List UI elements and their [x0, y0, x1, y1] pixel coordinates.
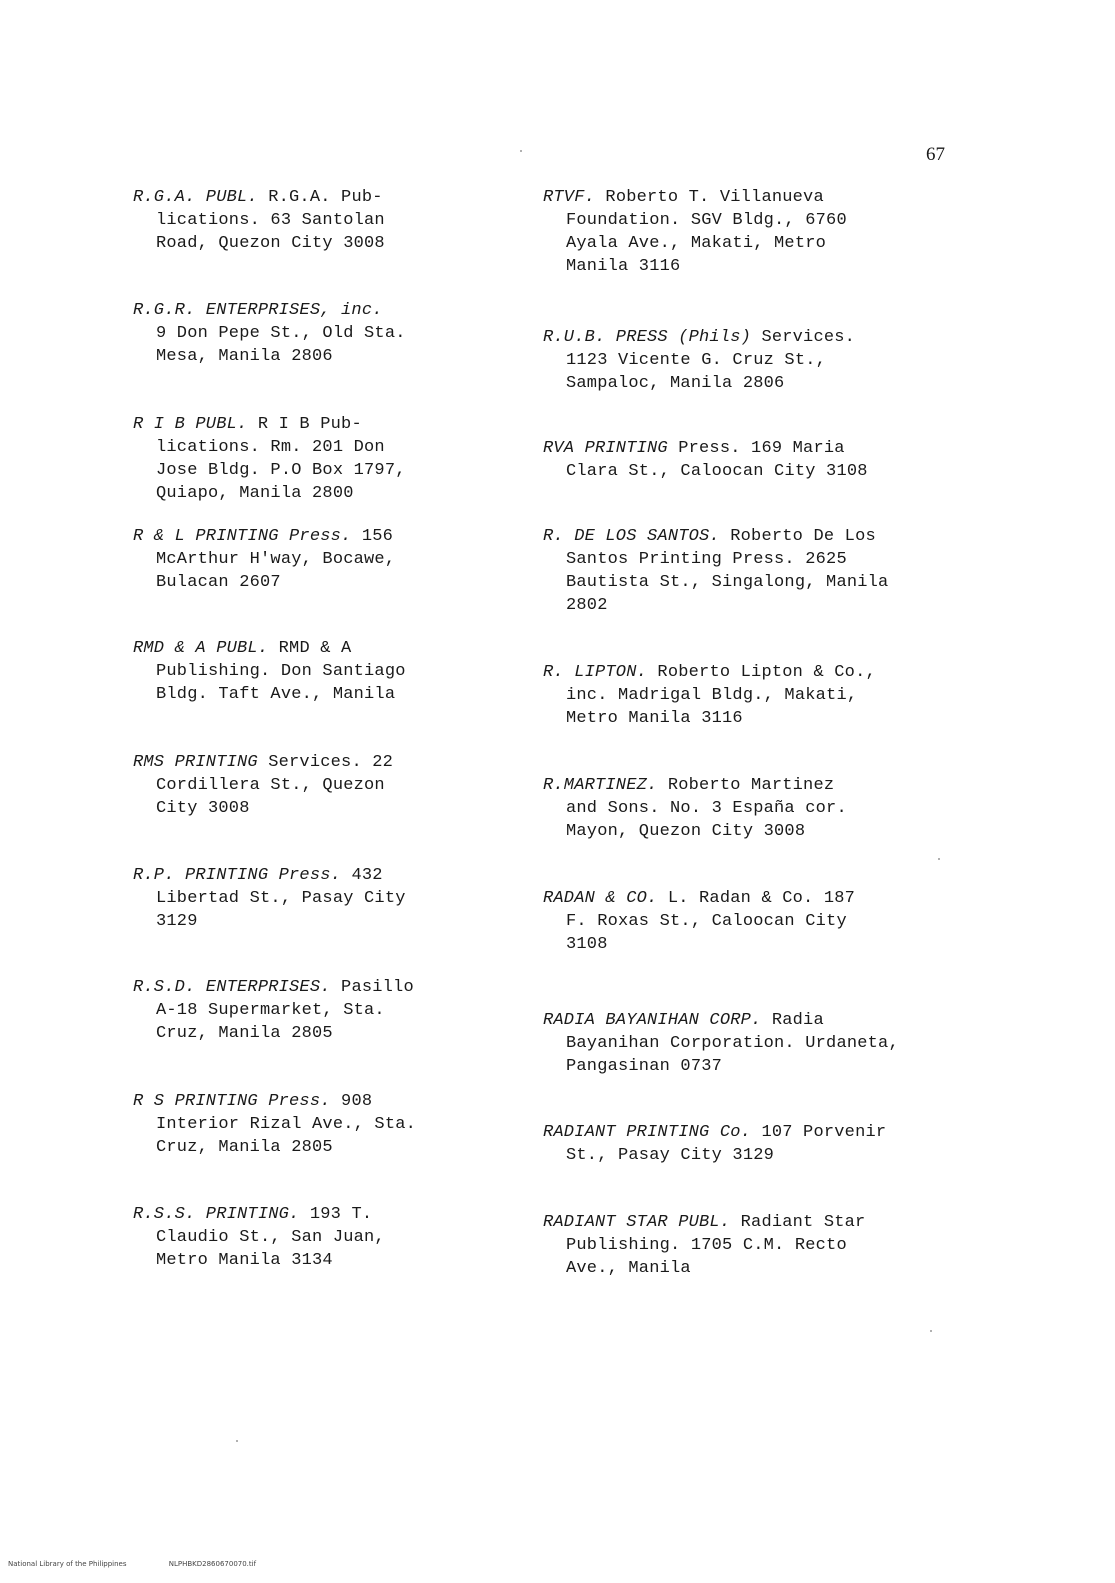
- scan-footer: [8, 1560, 296, 1568]
- entry-details: Roberto Lipton & Co., inc. Madrigal Bldg., Makati, Metro Manila 3116: [566, 663, 876, 728]
- entry-details: RMD & A Publishing. Don Santiago Bldg. Taft Ave., Manila: [156, 639, 406, 704]
- entry-abbreviation: RADIANT PRINTING Co.: [543, 1123, 752, 1142]
- directory-entry: [543, 525, 943, 617]
- entry-abbreviation: RADIA BAYANIHAN CORP.: [543, 1011, 762, 1030]
- directory-entry: [543, 326, 943, 395]
- entry-details: Radia Bayanihan Corporation. Urdaneta, Pangasinan 0737: [566, 1011, 899, 1076]
- entry-details: Services. 22 Cordillera St., Quezon City 3008: [156, 753, 394, 818]
- entry-abbreviation: R.G.R. ENTERPRISES, inc.: [133, 301, 383, 320]
- entry-abbreviation: R.G.A. PUBL.: [133, 188, 258, 207]
- entry-abbreviation: R.U.B. PRESS (Phils): [543, 328, 752, 347]
- directory-entry: [543, 1009, 943, 1078]
- scan-speck: [520, 150, 522, 152]
- directory-entry: [133, 1090, 533, 1159]
- entry-details: 193 T. Claudio St., San Juan, Metro Manila 3134: [156, 1205, 385, 1270]
- entry-details: Roberto T. Villanueva Foundation. SGV Bldg., 6760 Ayala Ave., Makati, Metro Manila 3116: [566, 188, 847, 276]
- entry-details: L. Radan & Co. 187 F. Roxas St., Caloocan City 3108: [566, 889, 856, 954]
- entry-abbreviation: RADIANT STAR PUBL.: [543, 1213, 731, 1232]
- directory-entry: [543, 1121, 943, 1167]
- directory-entry: [543, 661, 943, 730]
- entry-details: 908 Interior Rizal Ave., Sta. Cruz, Manila 2805: [156, 1092, 417, 1157]
- entry-details: 156 McArthur H'way, Bocawe, Bulacan 2607: [156, 527, 396, 592]
- entry-details: Roberto De Los Santos Printing Press. 2625 Bautista St., Singalong, Manila 2802: [566, 527, 889, 615]
- entry-details: Radiant Star Publishing. 1705 C.M. Recto Ave., Manila: [566, 1213, 866, 1278]
- entry-abbreviation: RMD & A PUBL.: [133, 639, 269, 658]
- entry-abbreviation: R I B PUBL.: [133, 415, 248, 434]
- scan-speck: [938, 858, 940, 860]
- entry-details: R.G.A. Pub- lications. 63 Santolan Road, Quezon City 3008: [156, 188, 385, 253]
- page-number: 67: [926, 144, 945, 165]
- entry-abbreviation: RADAN & CO.: [543, 889, 658, 908]
- entry-details: 432 Libertad St., Pasay City 3129: [156, 866, 406, 931]
- entry-abbreviation: R.S.D. ENTERPRISES.: [133, 978, 331, 997]
- directory-entry: [133, 186, 533, 255]
- directory-entry: [133, 751, 533, 820]
- entry-details: Pasillo A-18 Supermarket, Sta. Cruz, Manila 2805: [156, 978, 414, 1043]
- footer-file: NLPHBKD2860670070.tif: [168, 1560, 257, 1568]
- directory-entry: [133, 299, 533, 368]
- footer-library: National Library of the Philippines: [8, 1560, 127, 1568]
- entry-details: 107 Porvenir St., Pasay City 3129: [566, 1123, 887, 1165]
- entry-abbreviation: R.P. PRINTING Press.: [133, 866, 342, 885]
- entry-details: Press. 169 Maria Clara St., Caloocan City 3108: [566, 439, 868, 481]
- directory-entry: [133, 1203, 533, 1272]
- scan-speck: [930, 1330, 932, 1332]
- directory-entry: [133, 413, 533, 505]
- directory-entry: [133, 637, 533, 706]
- entry-abbreviation: RMS PRINTING: [133, 753, 258, 772]
- directory-entry: [543, 186, 943, 278]
- entry-abbreviation: R.MARTINEZ.: [543, 776, 658, 795]
- entry-abbreviation: R. LIPTON.: [543, 663, 648, 682]
- entry-details: Roberto Martinez and Sons. No. 3 España cor. Mayon, Quezon City 3008: [566, 776, 847, 841]
- directory-entry: [133, 525, 533, 594]
- directory-entry: [133, 976, 533, 1045]
- directory-entry: [543, 1211, 943, 1280]
- entry-details: 9 Don Pepe St., Old Sta. Mesa, Manila 2806: [156, 324, 406, 366]
- scan-speck: [236, 1440, 238, 1442]
- entry-details: Services. 1123 Vicente G. Cruz St., Sampaloc, Manila 2806: [566, 328, 856, 393]
- entry-abbreviation: RVA PRINTING: [543, 439, 668, 458]
- entry-abbreviation: RTVF.: [543, 188, 596, 207]
- directory-entry: [133, 864, 533, 933]
- entry-abbreviation: R. DE LOS SANTOS.: [543, 527, 720, 546]
- directory-entry: [543, 437, 943, 483]
- entry-abbreviation: R & L PRINTING Press.: [133, 527, 352, 546]
- entry-details: R I B Pub- lications. Rm. 201 Don Jose Bldg. P.O Box 1797, Quiapo, Manila 2800: [156, 415, 406, 503]
- entry-abbreviation: R S PRINTING Press.: [133, 1092, 331, 1111]
- entry-abbreviation: R.S.S. PRINTING.: [133, 1205, 300, 1224]
- directory-entry: [543, 887, 943, 956]
- directory-entry: [543, 774, 943, 843]
